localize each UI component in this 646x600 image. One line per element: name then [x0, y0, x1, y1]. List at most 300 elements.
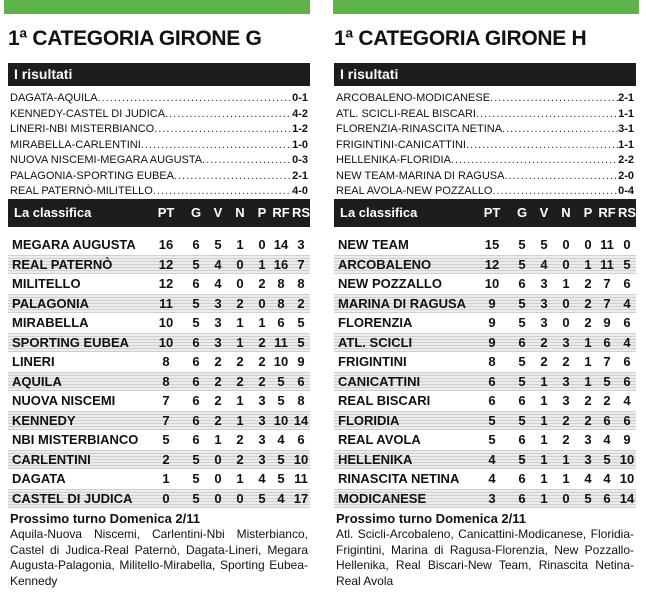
- stat-p: 2: [584, 393, 592, 408]
- stat-pt: 8: [162, 373, 170, 389]
- stat-p: 1: [258, 256, 266, 272]
- standings-row: [334, 255, 636, 275]
- stat-p: 2: [584, 276, 592, 291]
- stat-p: 0: [584, 237, 592, 252]
- stat-v: 2: [540, 354, 548, 369]
- stat-rs: 2: [297, 295, 305, 311]
- standings-row: [334, 372, 636, 392]
- team-name: MIRABELLA: [12, 315, 89, 330]
- stat-rf: 4: [603, 471, 611, 486]
- stat-g: 5: [518, 295, 526, 311]
- stat-n: 1: [236, 471, 244, 486]
- team-name: KENNEDY: [12, 412, 76, 428]
- stat-rf: 6: [603, 334, 611, 350]
- stat-pt: 12: [158, 276, 174, 291]
- stat-rs: 14: [293, 412, 309, 428]
- col-header-g: G: [190, 205, 202, 220]
- stat-p: 3: [584, 432, 592, 447]
- col-header-rf: RF: [598, 205, 616, 220]
- stat-g: 5: [518, 373, 526, 389]
- result-row: [10, 107, 308, 123]
- col-header-n: N: [235, 205, 245, 220]
- stat-pt: 4: [488, 451, 496, 467]
- stat-rf: 16: [273, 256, 289, 272]
- match-score: 0-3: [292, 154, 308, 166]
- stat-rs: 0: [623, 237, 631, 252]
- stat-g: 5: [192, 490, 200, 506]
- standings-row: [8, 391, 310, 411]
- standings-row: [8, 294, 310, 314]
- team-name: FRIGINTINI: [338, 354, 407, 369]
- team-name: AQUILA: [12, 373, 62, 389]
- stat-p: 2: [584, 315, 592, 330]
- right-top-color-bar: [333, 0, 639, 14]
- stat-g: 5: [518, 237, 526, 252]
- stat-rs: 4: [623, 334, 631, 350]
- stat-pt: 9: [488, 295, 496, 311]
- standings-row: [8, 352, 310, 372]
- stat-n: 1: [562, 451, 570, 467]
- standings-row: [8, 235, 310, 255]
- stat-v: 3: [540, 276, 548, 291]
- stat-rf: 8: [277, 295, 285, 311]
- team-name: ATL. SCICLI: [338, 334, 413, 350]
- stat-v: 5: [540, 237, 548, 252]
- stat-v: 1: [540, 432, 548, 447]
- stat-rs: 6: [623, 373, 631, 389]
- match-score: 2-0: [618, 169, 634, 182]
- standings-row: [334, 469, 636, 489]
- stat-p: 2: [584, 412, 592, 428]
- stat-rs: 6: [623, 276, 631, 291]
- stat-pt: 15: [484, 237, 500, 252]
- stat-n: 0: [236, 490, 244, 506]
- col-header-p: P: [257, 205, 267, 220]
- stat-pt: 7: [162, 412, 170, 428]
- stat-pt: 10: [484, 276, 500, 291]
- standings-row: [8, 372, 310, 392]
- stat-g: 6: [518, 471, 526, 486]
- stat-pt: 7: [162, 393, 170, 408]
- stat-pt: 12: [484, 256, 500, 272]
- stat-v: 5: [214, 237, 222, 252]
- stat-rs: 6: [623, 354, 631, 369]
- team-name: REAL BISCARI: [338, 393, 431, 408]
- stat-rf: 11: [274, 334, 288, 350]
- standings-row: [334, 333, 636, 353]
- stat-rf: 6: [603, 412, 611, 428]
- stat-n: 1: [236, 412, 244, 428]
- stat-pt: 11: [159, 295, 173, 311]
- stat-v: 1: [540, 393, 548, 408]
- stat-p: 3: [258, 393, 266, 408]
- stat-n: 2: [236, 451, 244, 467]
- stat-rs: 10: [293, 451, 309, 467]
- stat-rf: 11: [600, 256, 614, 272]
- match-name: MIRABELLA-CARLENTINI: [10, 138, 141, 151]
- match-name: REAL PATERNÒ-MILITELLO: [10, 185, 153, 197]
- stat-n: 2: [236, 295, 244, 311]
- girone-h-results-header: I risultati: [334, 63, 636, 86]
- stat-p: 2: [258, 373, 266, 389]
- stat-g: 6: [192, 373, 200, 389]
- standings-row: [8, 430, 310, 450]
- stat-g: 5: [518, 256, 526, 272]
- stat-p: 3: [258, 432, 266, 447]
- stat-rs: 14: [619, 490, 635, 506]
- stat-rs: 11: [294, 471, 308, 486]
- team-name: SPORTING EUBEA: [12, 334, 130, 350]
- stat-p: 2: [258, 334, 266, 350]
- stat-p: 4: [258, 471, 266, 486]
- stat-g: 6: [192, 237, 200, 252]
- team-name: CARLENTINI: [12, 451, 91, 467]
- stat-v: 1: [540, 471, 548, 486]
- stat-n: 1: [236, 315, 244, 330]
- match-score: 3-1: [618, 123, 634, 135]
- stat-pt: 6: [488, 393, 496, 408]
- stat-n: 3: [562, 334, 570, 350]
- stat-p: 1: [584, 354, 592, 369]
- match-name: PALAGONIA-SPORTING EUBEA: [10, 169, 175, 182]
- stat-n: 2: [236, 373, 244, 389]
- stat-g: 6: [518, 490, 526, 506]
- result-row: [336, 153, 634, 169]
- match-name: HELLENIKA-FLORIDIA: [336, 154, 451, 166]
- match-score: 2-1: [292, 169, 308, 182]
- stat-v: 4: [214, 256, 222, 272]
- stat-g: 6: [192, 412, 200, 428]
- stat-pt: 5: [488, 412, 496, 428]
- col-header-n: N: [561, 205, 571, 220]
- standings-row: [334, 450, 636, 470]
- stat-rf: 5: [603, 373, 611, 389]
- stat-rs: 5: [297, 334, 305, 350]
- result-row: [10, 138, 308, 154]
- girone-g-results-header: I risultati: [8, 63, 310, 86]
- match-score: 1-1: [618, 138, 634, 151]
- stat-p: 0: [258, 237, 266, 252]
- stat-n: 1: [236, 237, 244, 252]
- stat-pt: 16: [158, 237, 174, 252]
- stat-p: 3: [258, 451, 266, 467]
- match-name: LINERI-NBI MISTERBIANCO: [10, 123, 155, 135]
- col-header-v: V: [213, 205, 223, 220]
- standings-row: [8, 489, 310, 509]
- stat-g: 6: [192, 276, 200, 291]
- standings-label: La classifica: [340, 205, 418, 220]
- stat-n: 0: [236, 256, 244, 272]
- stat-pt: 5: [488, 432, 496, 447]
- standings-row: [334, 430, 636, 450]
- stat-v: 4: [214, 276, 222, 291]
- team-name: CANICATTINI: [338, 373, 421, 389]
- stat-p: 0: [258, 295, 266, 311]
- stat-rs: 3: [297, 237, 305, 252]
- stat-rf: 4: [603, 432, 611, 447]
- match-name: DAGATA-AQUILA: [10, 92, 98, 104]
- stat-g: 6: [518, 393, 526, 408]
- stat-v: 4: [540, 256, 548, 272]
- stat-p: 1: [584, 334, 592, 350]
- standings-row: [8, 274, 310, 294]
- stat-v: 3: [214, 295, 222, 311]
- stat-n: 3: [562, 393, 570, 408]
- stat-v: 2: [214, 354, 222, 369]
- stat-rf: 2: [603, 393, 611, 408]
- stat-n: 0: [562, 490, 570, 506]
- girone-h-standings-table: [334, 235, 636, 508]
- match-score: 1-0: [292, 138, 308, 151]
- team-name: LINERI: [12, 354, 55, 369]
- team-name: PALAGONIA: [12, 295, 90, 311]
- col-header-pt: PT: [157, 205, 175, 220]
- match-name: FRIGINTINI-CANICATTINI: [336, 138, 466, 151]
- stat-g: 5: [518, 412, 526, 428]
- stat-n: 0: [562, 295, 570, 311]
- col-header-rf: RF: [272, 205, 290, 220]
- stat-rf: 7: [603, 276, 611, 291]
- stat-g: 6: [518, 334, 526, 350]
- team-name: FLORIDIA: [338, 412, 400, 428]
- standings-row: [334, 391, 636, 411]
- girone-g-results-list: [10, 91, 308, 200]
- stat-rs: 8: [297, 393, 305, 408]
- team-name: RINASCITA NETINA: [338, 471, 460, 486]
- stat-g: 5: [518, 315, 526, 330]
- stat-rf: 4: [277, 432, 285, 447]
- stat-g: 6: [192, 393, 200, 408]
- stat-pt: 10: [158, 334, 174, 350]
- next-round-fixtures: Atl. Scicli-Arcobaleno, Canicattini-Modicanese, Floridia-Frigintini, Marina di Ragusa-Florenzia, New Pozzallo-Hellenika, Real Biscari-New Team, Rinascita Netina-Real Avola: [336, 527, 634, 588]
- stat-rs: 4: [623, 393, 631, 408]
- stat-n: 0: [562, 315, 570, 330]
- stat-n: 0: [562, 237, 570, 252]
- standings-row: [334, 313, 636, 333]
- match-score: 2-2: [618, 154, 634, 166]
- match-name: ATL. SCICLI-REAL BISCARI: [336, 107, 476, 120]
- stat-n: 3: [562, 373, 570, 389]
- result-row: [10, 153, 308, 169]
- stat-p: 4: [584, 471, 592, 486]
- result-row: [336, 169, 634, 185]
- match-name: NUOVA NISCEMI-MEGARA AUGUSTA: [10, 154, 203, 166]
- match-score: 1-1: [618, 107, 634, 120]
- stat-g: 5: [518, 451, 526, 467]
- stat-v: 3: [540, 295, 548, 311]
- next-round-title: Prossimo turno Domenica 2/11: [10, 511, 201, 526]
- stat-rf: 5: [277, 451, 285, 467]
- left-top-color-bar: [4, 0, 310, 14]
- stat-pt: 4: [488, 471, 496, 486]
- result-row: [336, 122, 634, 138]
- stat-pt: 0: [162, 490, 170, 506]
- stat-v: 0: [214, 451, 222, 467]
- stat-p: 5: [258, 490, 266, 506]
- stat-rs: 6: [297, 432, 305, 447]
- girone-g-next-round: [10, 511, 308, 589]
- stat-p: 1: [584, 373, 592, 389]
- stat-g: 6: [192, 334, 200, 350]
- team-name: REAL PATERNÒ: [12, 256, 113, 272]
- result-row: [336, 184, 634, 200]
- standings-row: [8, 469, 310, 489]
- standings-row: [8, 411, 310, 431]
- stat-pt: 2: [162, 451, 170, 467]
- stat-rf: 5: [277, 393, 285, 408]
- next-round-fixtures: Aquila-Nuova Niscemi, Carlentini-Nbi Misterbianco, Castel di Judica-Real Paternò, Dagata-Lineri, Megara Augusta-Palagonia, Militello-Mirabella, Sporting Eubea-Kennedy: [10, 527, 308, 588]
- stat-p: 3: [584, 451, 592, 467]
- standings-row: [334, 411, 636, 431]
- stat-g: 5: [518, 354, 526, 369]
- stat-rf: 8: [277, 276, 285, 291]
- col-header-g: G: [516, 205, 528, 220]
- stat-pt: 10: [158, 315, 174, 330]
- stat-p: 5: [584, 490, 592, 506]
- stat-p: 1: [258, 315, 266, 330]
- team-name: REAL AVOLA: [338, 432, 421, 447]
- col-header-pt: PT: [483, 205, 501, 220]
- standings-row: [334, 294, 636, 314]
- result-row: [10, 184, 308, 200]
- stat-n: 1: [562, 276, 570, 291]
- stat-rs: 7: [297, 256, 305, 272]
- girone-h-results-list: [336, 91, 634, 200]
- standings-row: [8, 255, 310, 275]
- stat-g: 5: [192, 315, 200, 330]
- stat-p: 2: [584, 295, 592, 311]
- stat-rs: 10: [619, 451, 635, 467]
- match-name: REAL AVOLA-NEW POZZALLO: [336, 185, 493, 197]
- stat-pt: 8: [162, 354, 170, 369]
- stat-rs: 5: [623, 256, 631, 272]
- col-header-v: V: [539, 205, 549, 220]
- stat-rf: 5: [277, 471, 285, 486]
- stat-g: 6: [518, 276, 526, 291]
- team-name: MARINA DI RAGUSA: [338, 295, 467, 311]
- stat-rs: 10: [619, 471, 635, 486]
- stat-g: 5: [192, 256, 200, 272]
- stat-p: 2: [258, 354, 266, 369]
- stat-n: 0: [562, 256, 570, 272]
- stat-p: 1: [584, 256, 592, 272]
- stat-rf: 4: [277, 490, 285, 506]
- stat-rs: 4: [623, 295, 631, 311]
- stat-v: 0: [214, 490, 222, 506]
- stat-rs: 6: [623, 412, 631, 428]
- stat-rf: 10: [273, 354, 289, 369]
- standings-row: [8, 333, 310, 353]
- girone-g-standings-table: [8, 235, 310, 508]
- stat-p: 2: [258, 276, 266, 291]
- stat-rs: 17: [293, 490, 309, 506]
- team-name: NUOVA NISCEMI: [12, 393, 116, 408]
- team-name: FLORENZIA: [338, 315, 413, 330]
- stat-v: 2: [214, 373, 222, 389]
- stat-v: 1: [540, 412, 548, 428]
- standings-row: [8, 313, 310, 333]
- stat-v: 3: [540, 315, 548, 330]
- girone-h-standings-header: [334, 199, 636, 227]
- stat-rf: 7: [603, 354, 611, 369]
- stat-rs: 6: [623, 315, 631, 330]
- team-name: MILITELLO: [12, 276, 81, 291]
- girone-h-next-round: [336, 511, 634, 589]
- team-name: HELLENIKA: [338, 451, 413, 467]
- result-row: [336, 91, 634, 107]
- col-header-rs: RS: [291, 205, 311, 220]
- stat-v: 0: [214, 471, 222, 486]
- stat-v: 1: [540, 373, 548, 389]
- stat-rs: 8: [297, 276, 305, 291]
- stat-n: 1: [562, 471, 570, 486]
- match-name: FLORENZIA-RINASCITA NETINA: [336, 123, 503, 135]
- result-row: [336, 107, 634, 123]
- stat-rf: 6: [603, 490, 611, 506]
- stat-rf: 11: [600, 237, 614, 252]
- match-name: ARCOBALENO-MODICANESE: [336, 92, 491, 104]
- stat-v: 2: [214, 393, 222, 408]
- stat-rf: 5: [277, 373, 285, 389]
- stat-rf: 6: [277, 315, 285, 330]
- stat-g: 5: [192, 471, 200, 486]
- stat-rf: 10: [273, 412, 289, 428]
- standings-label: La classifica: [14, 205, 92, 220]
- stat-g: 5: [192, 295, 200, 311]
- stat-rs: 9: [297, 354, 305, 369]
- result-row: [10, 122, 308, 138]
- stat-rf: 7: [603, 295, 611, 311]
- match-score: 0-1: [292, 92, 308, 104]
- stat-pt: 3: [488, 490, 496, 506]
- stat-n: 0: [236, 276, 244, 291]
- stat-v: 3: [214, 334, 222, 350]
- stat-pt: 8: [488, 354, 496, 369]
- next-round-title: Prossimo turno Domenica 2/11: [336, 511, 527, 526]
- col-header-rs: RS: [617, 205, 637, 220]
- standings-row: [334, 352, 636, 372]
- stat-rs: 6: [297, 373, 305, 389]
- standings-row: [8, 450, 310, 470]
- stat-pt: 9: [488, 334, 496, 350]
- stat-n: 2: [562, 432, 570, 447]
- stat-v: 3: [214, 315, 222, 330]
- team-name: ARCOBALENO: [338, 256, 432, 272]
- standings-row: [334, 274, 636, 294]
- stat-g: 6: [192, 354, 200, 369]
- team-name: DAGATA: [12, 471, 66, 486]
- team-name: NEW TEAM: [338, 237, 409, 252]
- stat-v: 1: [214, 432, 222, 447]
- team-name: NEW POZZALLO: [338, 276, 442, 291]
- standings-row: [334, 489, 636, 509]
- stat-rf: 14: [273, 237, 289, 252]
- standings-row: [334, 235, 636, 255]
- stat-n: 2: [236, 432, 244, 447]
- stat-pt: 9: [488, 315, 496, 330]
- stat-pt: 6: [488, 373, 496, 389]
- stat-v: 1: [540, 490, 548, 506]
- stat-n: 2: [562, 412, 570, 428]
- stat-v: 2: [214, 412, 222, 428]
- stat-v: 2: [540, 334, 548, 350]
- stat-g: 6: [192, 432, 200, 447]
- result-row: [10, 91, 308, 107]
- stat-pt: 12: [158, 256, 174, 272]
- match-name: NEW TEAM-MARINA DI RAGUSA: [336, 169, 505, 182]
- stat-rf: 9: [603, 315, 611, 330]
- match-score: 2-1: [618, 92, 634, 104]
